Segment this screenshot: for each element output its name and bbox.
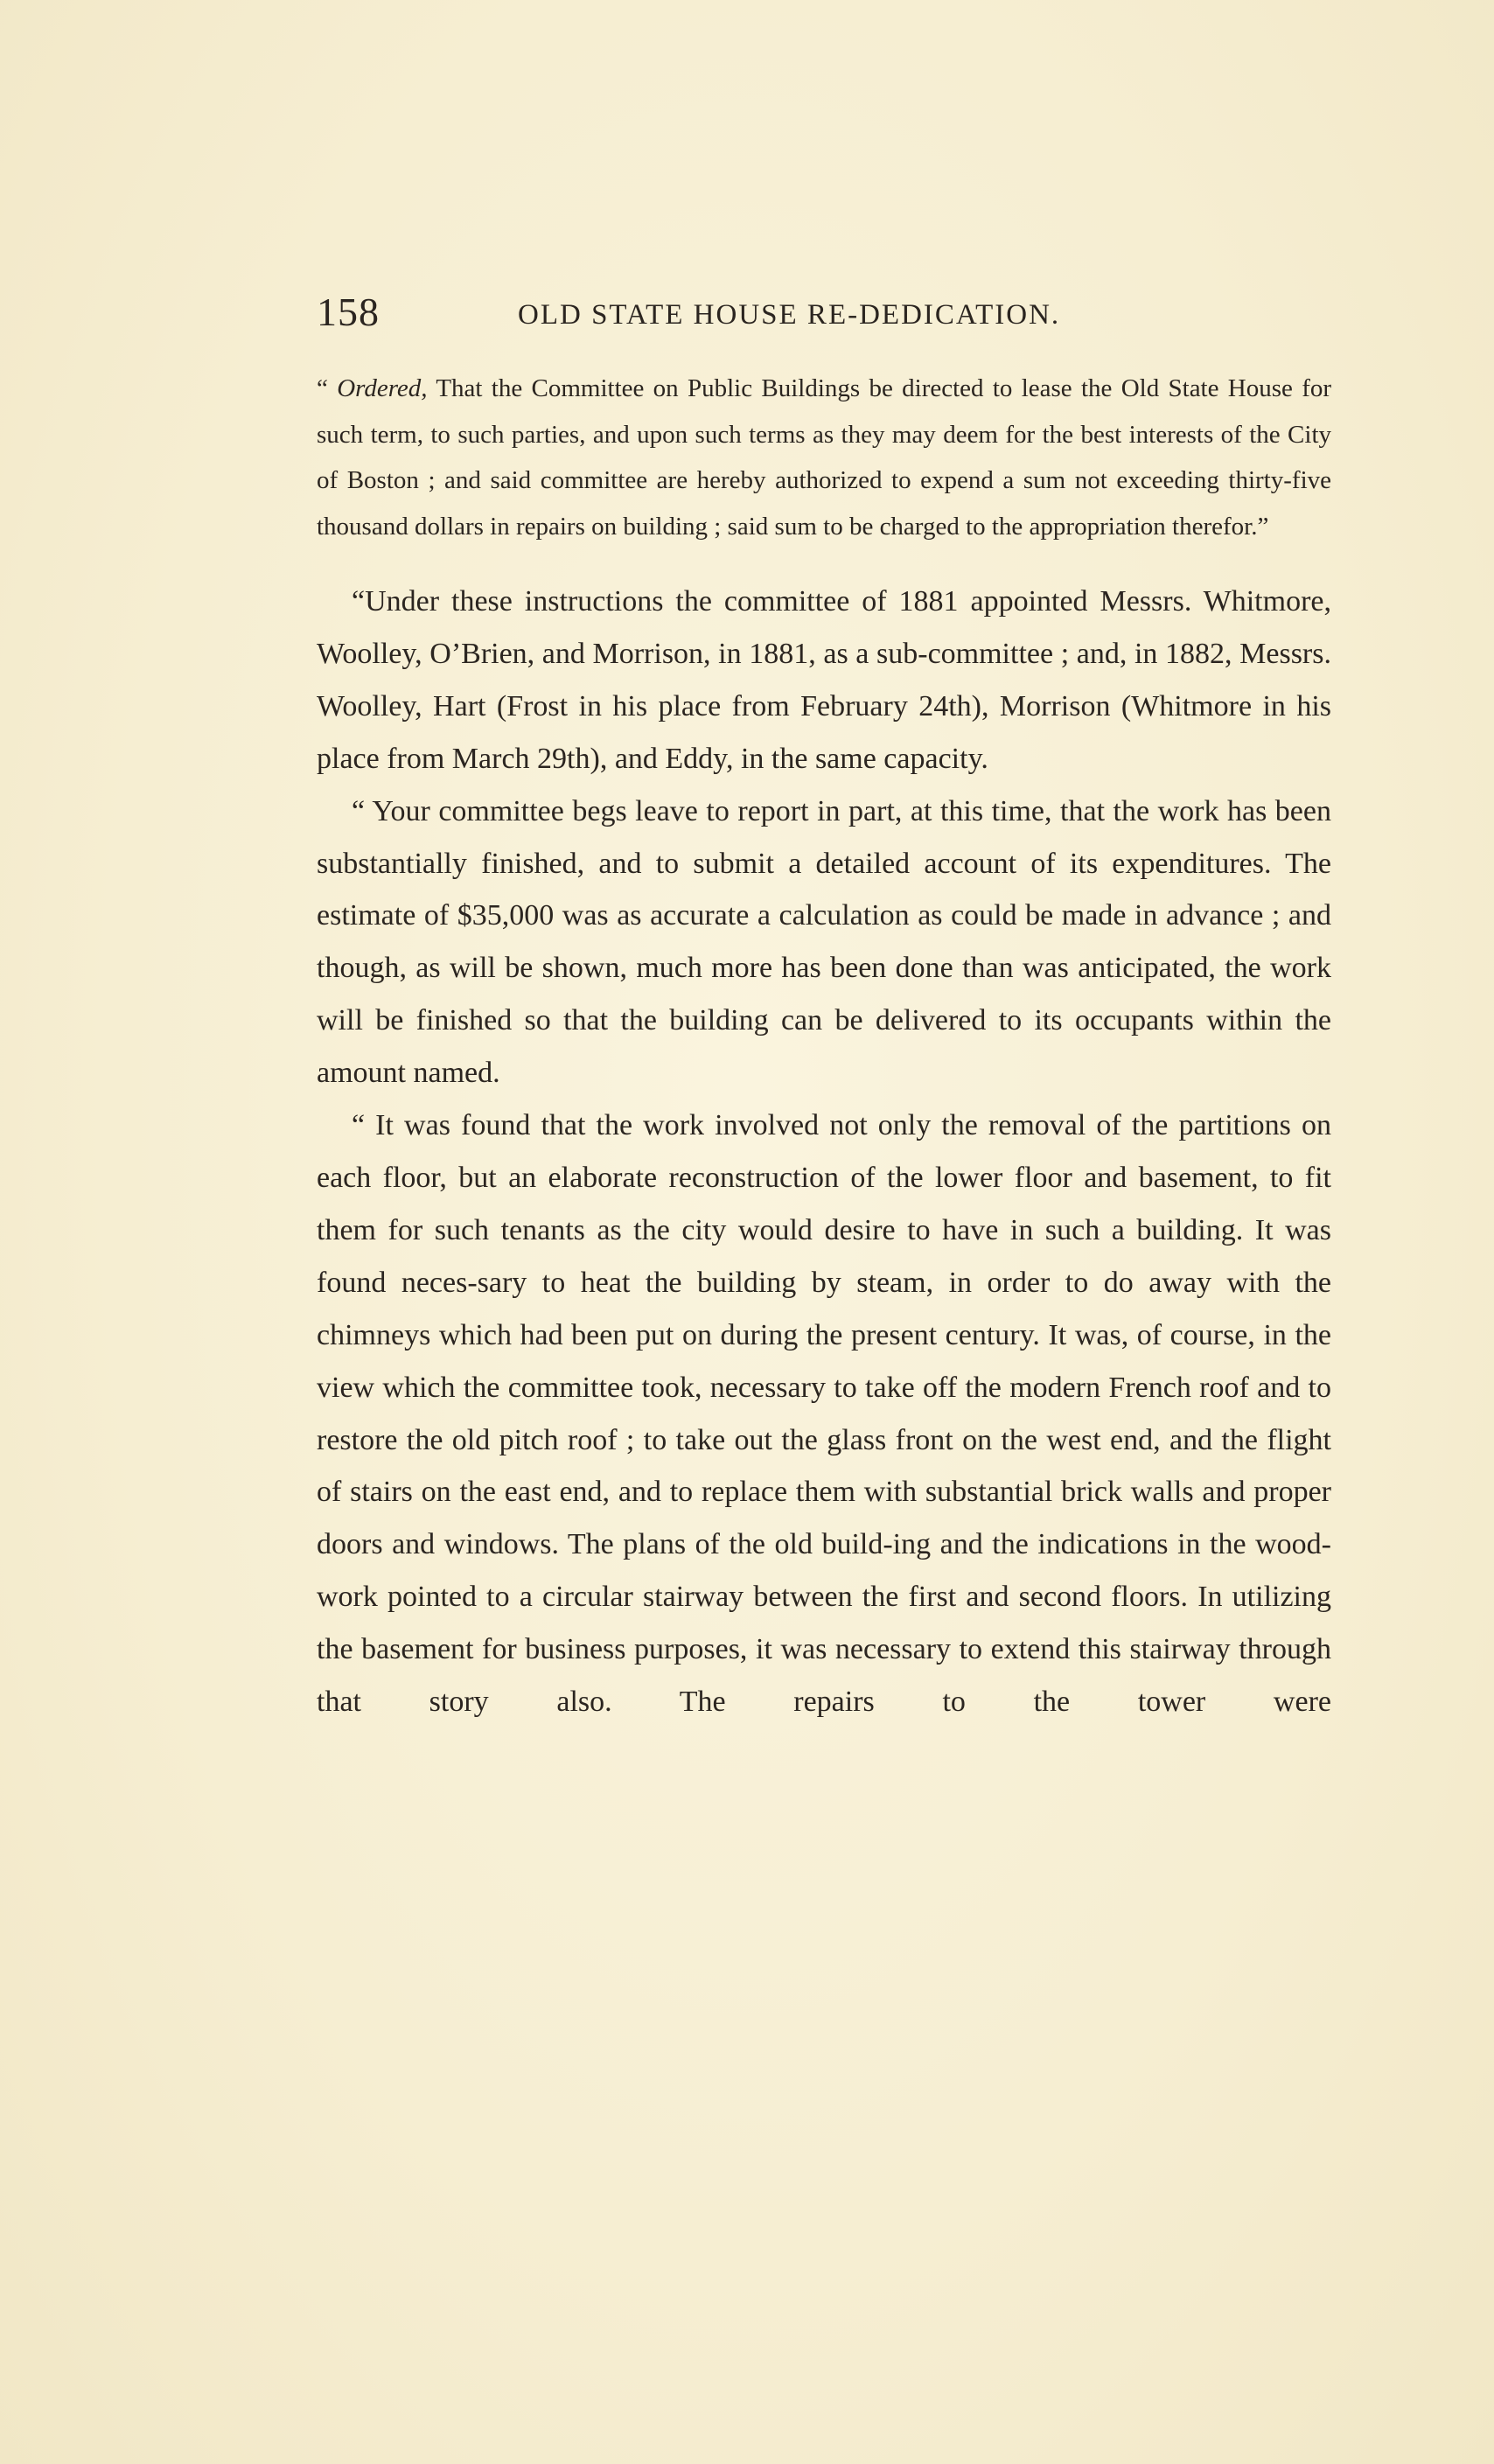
page-number: 158 [317,290,380,334]
running-head: OLD STATE HOUSE RE-DEDICATION. [518,299,1061,331]
body-paragraph: “ Your committee begs leave to report in part, at this time, that the work has been substantially finished, and to submit a detailed account of its expenditures. The estimate of $35,000 was as accurate a calculation as could be made in advance ; and though, as will be shown, much more has been done than was anticipated, the work will be finished so that the building can be delivered to its occupants within the amount named. [317,794,1331,1090]
body-paragraph: “Under these instructions the committee of 1881 appointed Messrs. Whitmore, Woolley, O’Brien, and Morrison, in 1881, as a sub-committee ; and, in 1882, Messrs. Woolley, Hart (Frost in his place from February 24th), Morrison (Whitmore in his place from March 29th), and Eddy, in the same capacity. [317,585,1331,775]
order-open-quote: “ [317,374,338,402]
page-header [317,289,1331,341]
body-paragraph: “ It was found that the work involved not only the removal of the partitions on each floor, but an elaborate reconstruction of the lower floor and basement, to fit them for such tenants as the city would desire to have in such a building. It was found neces-sary to heat the building by steam, in order to do away with the chimneys which had been put on during the present century. It was, of course, in the view which the committee took, necessary to take off the modern French roof and to restore the old pitch roof ; to take out the glass front on the west end, and the flight of stairs on the east end, and to replace them with substantial brick walls and proper doors and windows. The plans of the old build-ing and the indications in the wood-work pointed to a circular stairway between the first and second floors. In utilizing the basement for business purposes, it was necessary to extend this stairway through that story also. The repairs to the tower were [317,1109,1331,1719]
order-text: That the Committee on Public Buildings be directed to lease the Old State House for such term, to such parties, and upon such terms as they may deem for the best interests of the City of Boston ; and said committee are hereby authorized to expend a sum not exceeding thirty-five thousand dollars in repairs on building ; said sum to be charged to the appropriation therefor.” [317,374,1332,541]
order-emphasis: Ordered, [337,374,428,402]
council-order-quote [317,366,1331,549]
book-page [317,289,1331,1728]
